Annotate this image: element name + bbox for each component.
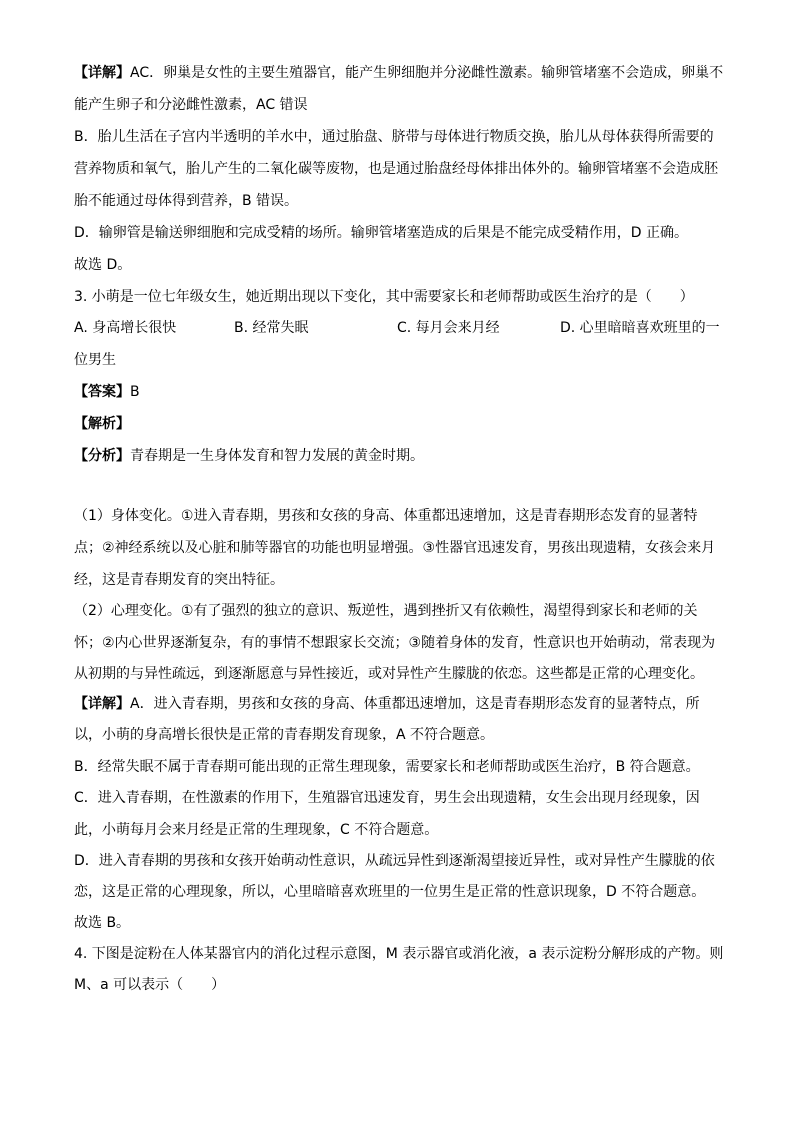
body-change-line-3: 经，这是青春期发育的突出特征。	[74, 572, 284, 588]
answer-line	[74, 382, 724, 402]
analysis-heading	[74, 414, 724, 434]
detail-line-2: 能产生卵子和分泌雌性激素，AC 错误	[74, 97, 308, 113]
body-change-line-2: 点；②神经系统以及心脏和肺等器官的功能也明显增强。③性器官迅速发育，男孩出现遗精，女孩会来月	[74, 540, 716, 556]
detail2-d-line-1: D．进入青春期的男孩和女孩开始萌动性意识，从疏远异性到逐渐渴望接近异性，或对异性产生朦胧的依	[74, 853, 715, 869]
analysis-summary: 【分析】青春期是一生身体发育和智力发展的黄金时期。	[74, 448, 424, 464]
option-d: D. 心里暗暗喜欢班里的一	[560, 320, 720, 336]
explanation-b-line-3: 胎不能通过母体得到营养，B 错误。	[74, 193, 299, 209]
option-c: C. 每月会来月经	[397, 320, 500, 336]
detail-tag: 【详解】	[74, 65, 130, 81]
explanation-d-line: D．输卵管是输送卵细胞和完成受精的场所。输卵管堵塞造成的后果是不能完成受精作用，D 正确。	[74, 225, 689, 241]
question-3-options	[74, 318, 734, 338]
detail-line-1: 【详解】AC．卵巢是女性的主要生殖器官，能产生卵细胞并分泌雌性激素。输卵管堵塞不会造成，卵巢不	[74, 65, 724, 81]
question-3-stem: 3. 小萌是一位七年级女生，她近期出现以下变化，其中需要家长和老师帮助或医生治疗的是（ ）	[74, 289, 694, 305]
explanation-b-line-1: B．胎儿生活在子宫内半透明的羊水中，通过胎盘、脐带与母体进行物质交换，胎儿从母体获得所需要的	[74, 129, 714, 145]
detail2-b-line: B．经常失眠不属于青春期可能出现的正常生理现象，需要家长和老师帮助或医生治疗，B 符合题意。	[74, 759, 700, 775]
option-d-continued: 位男生	[74, 352, 116, 368]
detail2-tag: 【详解】	[74, 696, 130, 712]
detail2-line-2: 以，小萌的身高增长很快是正常的青春期发育现象，A 不符合题意。	[74, 727, 495, 743]
detail2-d-line-2: 恋，这是正常的心理现象，所以，心里暗暗喜欢班里的一位男生是正常的性意识现象，D 不符合题意。	[74, 884, 706, 900]
question-4-stem-2: M、a 可以表示（ ）	[74, 977, 226, 993]
answer-value: B	[130, 384, 140, 400]
detail2-c-line-1: C．进入青春期，在性激素的作用下，生殖器官迅速发育，男生会出现遗精，女生会出现月经现象，因	[74, 790, 700, 806]
body-change-line-1: （1）身体变化。①进入青春期，男孩和女孩的身高、体重都迅速增加，这是青春期形态发育的显著特	[74, 508, 698, 524]
conclusion-line: 故选 D。	[74, 257, 132, 273]
detail2-c-line-2: 此，小萌每月会来月经是正常的生理现象，C 不符合题意。	[74, 822, 439, 838]
mind-change-line-2: 怀；②内心世界逐渐复杂，有的事情不想跟家长交流；③随着身体的发育，性意识也开始萌动，常表现为	[74, 635, 716, 651]
analysis-tag: 【解析】	[74, 416, 130, 432]
analysis-sub-tag: 【分析】	[74, 448, 130, 464]
mind-change-line-1: （2）心理变化。①有了强烈的独立的意识、叛逆性，遇到挫折又有依赖性，渴望得到家长和老师的关	[74, 603, 698, 619]
option-a: A. 身高增长很快	[74, 320, 177, 336]
detail2-line-1: 【详解】A．进入青春期，男孩和女孩的身高、体重都迅速增加，这是青春期形态发育的显著特点，所	[74, 696, 700, 712]
mind-change-line-3: 从初期的与异性疏远，到逐渐愿意与异性接近，或对异性产生朦胧的依恋。这些都是正常的心理变化。	[74, 666, 704, 682]
answer-tag: 【答案】	[74, 384, 130, 400]
question-4-stem-1: 4. 下图是淀粉在人体某器官内的消化过程示意图，M 表示器官或消化液，a 表示淀粉分解形成的产物。则	[74, 946, 724, 962]
conclusion2-line: 故选 B。	[74, 915, 131, 931]
option-b: B. 经常失眠	[234, 320, 309, 336]
explanation-b-line-2: 营养物质和氧气，胎儿产生的二氧化碳等废物，也是通过胎盘经母体排出体外的。输卵管堵塞不会造成胚	[74, 161, 718, 177]
